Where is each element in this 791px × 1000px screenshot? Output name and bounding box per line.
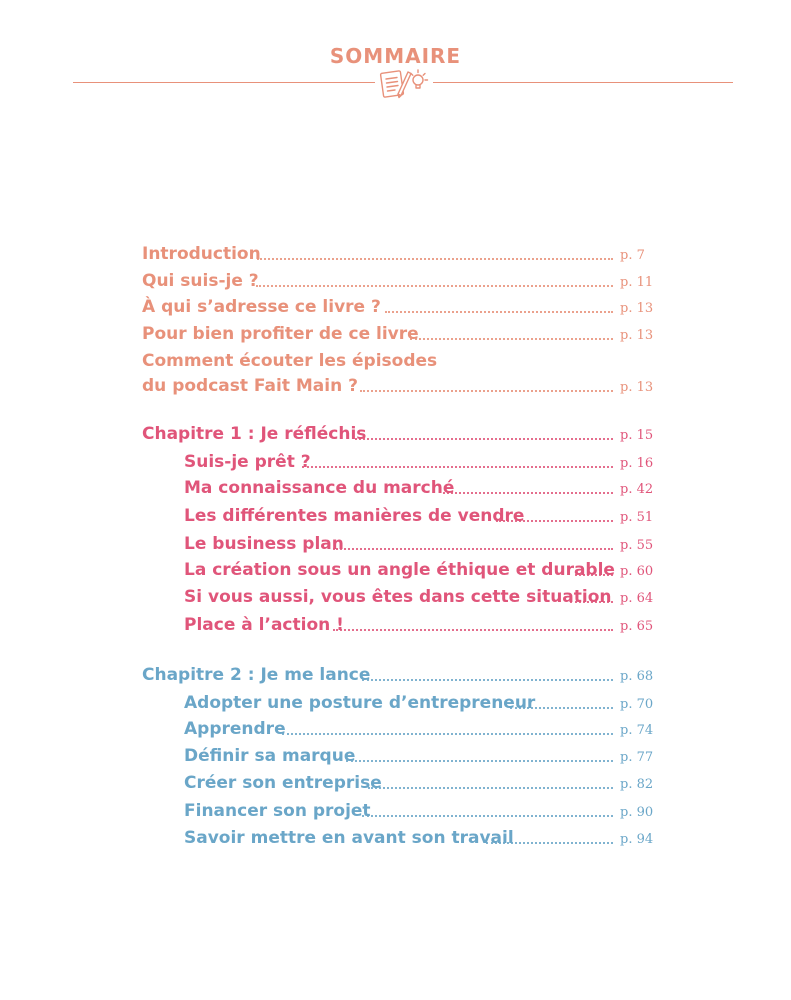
toc-entry-title: Définir sa marque (184, 746, 356, 766)
toc-leader-dots (486, 842, 613, 844)
toc-entry-page: p. 16 (620, 456, 654, 471)
toc-entry-page: p. 94 (620, 832, 654, 847)
toc-chapter-title: Chapitre 1 : Je réfléchis (142, 424, 367, 444)
toc-chapter-1[interactable] (0, 419, 791, 449)
toc-entry-page: p. 68 (620, 669, 654, 684)
toc-leader-dots (368, 787, 613, 789)
toc-entry-page: p. 82 (620, 777, 654, 792)
toc-entry-page: p. 11 (620, 275, 654, 290)
toc-entry[interactable] (0, 473, 791, 503)
toc-entry-page: p. 70 (620, 697, 654, 712)
toc-entry[interactable] (0, 292, 791, 322)
toc-entry[interactable] (0, 319, 791, 349)
toc-chapter-2[interactable] (0, 660, 791, 690)
toc-entry-title: Introduction (142, 244, 261, 264)
toc-leader-dots (410, 338, 613, 340)
toc-entry-title: À qui s’adresse ce livre ? (142, 297, 381, 317)
toc-entry-title: Le business plan (184, 534, 344, 554)
toc-entry[interactable] (0, 768, 791, 798)
toc-leader-dots (362, 679, 613, 681)
toc-entry-page: p. 74 (620, 723, 654, 738)
toc-entry[interactable] (0, 501, 791, 531)
toc-entry-page: p. 55 (620, 538, 654, 553)
toc-entry[interactable] (0, 555, 791, 585)
toc-entry-page: p. 77 (620, 750, 654, 765)
toc-entry[interactable] (0, 823, 791, 853)
toc-entry-title: Financer son projet (184, 801, 371, 821)
toc-entry-title: Créer son entreprise (184, 773, 382, 793)
toc-chapter-title: Chapitre 2 : Je me lance (142, 665, 371, 685)
toc-leader-dots (570, 601, 613, 603)
toc-entry-title: Ma connaissance du marché (184, 478, 455, 498)
toc-entry-page: p. 65 (620, 619, 654, 634)
toc-entry[interactable] (0, 796, 791, 826)
toc-leader-dots (257, 258, 613, 260)
toc-leader-dots (302, 466, 613, 468)
toc-entry-page: p. 51 (620, 510, 654, 525)
toc-entry-page: p. 64 (620, 591, 654, 606)
toc-entry-title: Les différentes manières de vendre (184, 506, 525, 526)
toc-entry-title: Pour bien profiter de ce livre (142, 324, 419, 344)
toc-leader-dots (362, 815, 613, 817)
toc-leader-dots (496, 520, 613, 522)
toc-leader-dots (355, 438, 613, 440)
toc-entry[interactable] (0, 610, 791, 640)
toc-leader-dots (385, 311, 613, 313)
toc-entry-page: p. 13 (620, 328, 654, 343)
toc-entry-page: p. 13 (620, 301, 654, 316)
toc-entry-title: Savoir mettre en avant son travail (184, 828, 514, 848)
toc-leader-dots (333, 548, 613, 550)
toc-entry-title: Adopter une posture d’entrepreneur (184, 693, 536, 713)
toc-entry-page: p. 90 (620, 805, 654, 820)
toc-entry-title-line1: Comment écouter les épisodes (142, 351, 438, 371)
toc-entry-page: p. 7 (620, 248, 645, 263)
toc-entry[interactable] (0, 741, 791, 771)
toc-entry-title: Suis-je prêt ? (184, 452, 311, 472)
toc-leader-dots (256, 285, 613, 287)
toc-leader-dots (443, 492, 613, 494)
toc-leader-dots (333, 629, 613, 631)
toc-entry-page: p. 42 (620, 482, 654, 497)
toc-entry[interactable] (0, 582, 791, 612)
toc-leader-dots (510, 707, 613, 709)
toc-leader-dots (360, 390, 613, 392)
toc-entry-title: Qui suis-je ? (142, 271, 259, 291)
toc-entry-page: p. 60 (620, 564, 654, 579)
toc-entry-title: Apprendre (184, 719, 286, 739)
toc-leader-dots (575, 574, 613, 576)
toc-entry-page: p. 15 (620, 428, 654, 443)
toc-entry-title: Place à l’action ! (184, 615, 344, 635)
toc-entry[interactable] (0, 239, 791, 269)
toc-entry-title: du podcast Fait Main ? (142, 376, 358, 396)
toc-entry-title: Si vous aussi, vous êtes dans cette situation (184, 587, 612, 607)
toc-entry-page: p. 13 (620, 380, 654, 395)
toc-entry[interactable] (0, 371, 791, 401)
toc-leader-dots (346, 760, 613, 762)
toc-leader-dots (282, 733, 613, 735)
page-title: SOMMAIRE (329, 44, 462, 68)
toc-entry-title: La création sous un angle éthique et durable (184, 560, 615, 580)
toc-entry[interactable] (0, 714, 791, 744)
